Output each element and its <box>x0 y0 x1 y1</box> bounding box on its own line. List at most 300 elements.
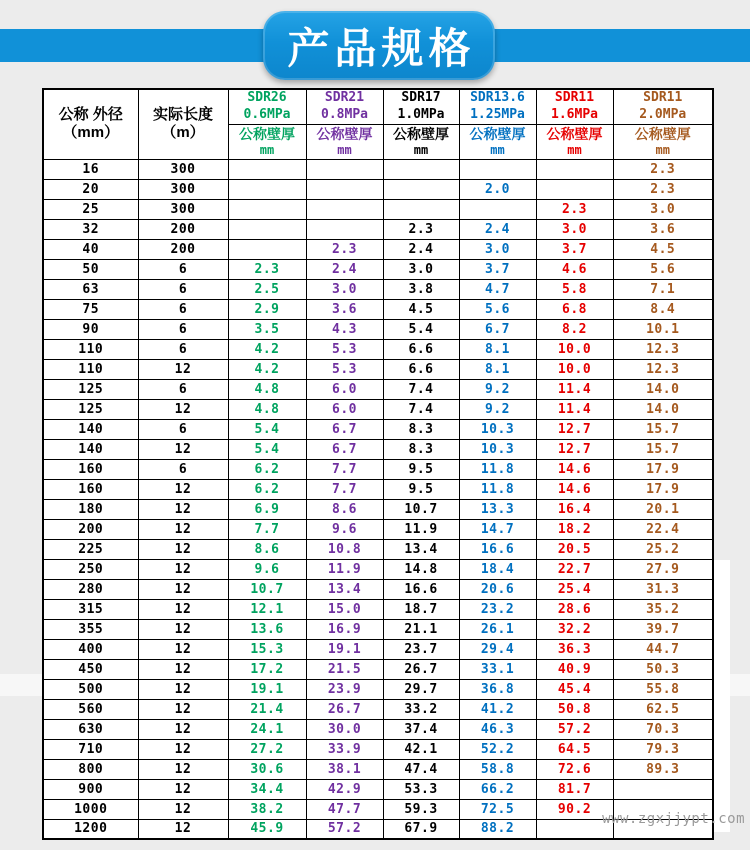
cell-wall-thickness: 13.4 <box>383 539 459 559</box>
cell-outer-diameter: 16 <box>43 159 138 179</box>
cell-wall-thickness: 12.1 <box>228 599 306 619</box>
cell-outer-diameter: 630 <box>43 719 138 739</box>
cell-wall-thickness: 9.6 <box>306 519 383 539</box>
cell-wall-thickness <box>536 179 613 199</box>
cell-wall-thickness <box>306 199 383 219</box>
cell-wall-thickness: 8.2 <box>536 319 613 339</box>
cell-wall-thickness: 41.2 <box>459 699 536 719</box>
cell-outer-diameter: 32 <box>43 219 138 239</box>
cell-wall-thickness: 3.0 <box>306 279 383 299</box>
cell-wall-thickness: 20.5 <box>536 539 613 559</box>
cell-wall-thickness: 14.6 <box>536 479 613 499</box>
cell-outer-diameter: 40 <box>43 239 138 259</box>
cell-wall-thickness: 40.9 <box>536 659 613 679</box>
cell-outer-diameter: 225 <box>43 539 138 559</box>
sdr-name: SDR26 <box>247 90 287 105</box>
cell-wall-thickness: 13.6 <box>228 619 306 639</box>
cell-outer-diameter: 110 <box>43 359 138 379</box>
cell-wall-thickness: 89.3 <box>613 759 713 779</box>
header-outer-diameter-label: 公称 外径 <box>58 105 123 123</box>
cell-wall-thickness: 50.8 <box>536 699 613 719</box>
cell-wall-thickness: 8.6 <box>306 499 383 519</box>
cell-wall-thickness: 3.5 <box>228 319 306 339</box>
cell-length: 6 <box>138 299 228 319</box>
cell-wall-thickness: 10.8 <box>306 539 383 559</box>
cell-wall-thickness: 21.4 <box>228 699 306 719</box>
cell-wall-thickness: 12.3 <box>613 359 713 379</box>
cell-wall-thickness: 14.6 <box>536 459 613 479</box>
cell-length: 6 <box>138 319 228 339</box>
cell-wall-thickness: 64.5 <box>536 739 613 759</box>
cell-outer-diameter: 125 <box>43 379 138 399</box>
sdr-name: SDR21 <box>324 90 365 105</box>
cell-wall-thickness: 5.4 <box>383 319 459 339</box>
cell-length: 6 <box>138 419 228 439</box>
sdr-pressure: 2.0MPa <box>639 106 687 122</box>
table-row <box>43 759 713 779</box>
cell-length: 6 <box>138 339 228 359</box>
cell-outer-diameter: 800 <box>43 759 138 779</box>
cell-wall-thickness: 9.5 <box>383 459 459 479</box>
cell-wall-thickness: 19.1 <box>306 639 383 659</box>
cell-length: 12 <box>138 659 228 679</box>
cell-outer-diameter: 160 <box>43 479 138 499</box>
product-spec-table <box>42 88 714 840</box>
cell-length: 300 <box>138 159 228 179</box>
cell-outer-diameter: 355 <box>43 619 138 639</box>
subheader-wall-thickness <box>383 124 459 159</box>
cell-wall-thickness: 30.6 <box>228 759 306 779</box>
cell-wall-thickness: 15.7 <box>613 439 713 459</box>
cell-wall-thickness: 29.4 <box>459 639 536 659</box>
cell-wall-thickness: 17.9 <box>613 479 713 499</box>
cell-outer-diameter: 900 <box>43 779 138 799</box>
cell-outer-diameter: 25 <box>43 199 138 219</box>
cell-wall-thickness: 4.5 <box>613 239 713 259</box>
cell-wall-thickness: 57.2 <box>536 719 613 739</box>
cell-wall-thickness: 72.6 <box>536 759 613 779</box>
cell-length: 12 <box>138 699 228 719</box>
cell-wall-thickness <box>306 179 383 199</box>
cell-wall-thickness: 6.6 <box>383 339 459 359</box>
table-row <box>43 539 713 559</box>
cell-wall-thickness: 10.7 <box>383 499 459 519</box>
table-row <box>43 339 713 359</box>
cell-length: 12 <box>138 639 228 659</box>
subheader-wall-thickness <box>536 124 613 159</box>
cell-wall-thickness: 27.9 <box>613 559 713 579</box>
cell-wall-thickness: 9.6 <box>228 559 306 579</box>
header-outer-diameter <box>43 89 138 159</box>
cell-length: 12 <box>138 739 228 759</box>
cell-wall-thickness: 6.8 <box>536 299 613 319</box>
cell-wall-thickness: 9.2 <box>459 379 536 399</box>
cell-length: 12 <box>138 499 228 519</box>
cell-wall-thickness: 3.0 <box>383 259 459 279</box>
wall-thickness-unit: mm <box>259 142 275 157</box>
cell-wall-thickness: 25.2 <box>613 539 713 559</box>
cell-wall-thickness: 4.5 <box>383 299 459 319</box>
cell-wall-thickness: 62.5 <box>613 699 713 719</box>
cell-wall-thickness: 8.3 <box>383 419 459 439</box>
cell-length: 6 <box>138 279 228 299</box>
table-row <box>43 179 713 199</box>
wall-thickness-label: 公称壁厚 <box>316 125 373 142</box>
cell-length: 12 <box>138 519 228 539</box>
table-row <box>43 419 713 439</box>
cell-outer-diameter: 140 <box>43 439 138 459</box>
cell-wall-thickness: 79.3 <box>613 739 713 759</box>
cell-wall-thickness: 18.7 <box>383 599 459 619</box>
cell-wall-thickness: 7.7 <box>228 519 306 539</box>
cell-length: 12 <box>138 799 228 819</box>
sdr-name: SDR11 <box>643 90 683 105</box>
cell-wall-thickness: 57.2 <box>306 819 383 839</box>
cell-wall-thickness: 2.9 <box>228 299 306 319</box>
table-row <box>43 459 713 479</box>
cell-wall-thickness: 3.7 <box>536 239 613 259</box>
cell-wall-thickness: 10.3 <box>459 439 536 459</box>
cell-wall-thickness: 7.4 <box>383 399 459 419</box>
cell-wall-thickness: 2.3 <box>613 179 713 199</box>
cell-wall-thickness: 2.0 <box>459 179 536 199</box>
cell-outer-diameter: 500 <box>43 679 138 699</box>
wall-thickness-unit: mm <box>567 142 582 157</box>
subheader-wall-thickness <box>228 124 306 159</box>
table-row <box>43 239 713 259</box>
cell-wall-thickness: 28.6 <box>536 599 613 619</box>
cell-wall-thickness: 16.4 <box>536 499 613 519</box>
cell-wall-thickness: 72.5 <box>459 799 536 819</box>
cell-wall-thickness: 22.7 <box>536 559 613 579</box>
sdr-pressure: 1.0MPa <box>397 106 445 122</box>
cell-length: 12 <box>138 679 228 699</box>
cell-wall-thickness: 10.0 <box>536 359 613 379</box>
cell-wall-thickness: 26.7 <box>383 659 459 679</box>
table-row <box>43 559 713 579</box>
cell-wall-thickness: 6.2 <box>228 459 306 479</box>
cell-wall-thickness: 26.1 <box>459 619 536 639</box>
cell-wall-thickness: 20.6 <box>459 579 536 599</box>
cell-wall-thickness: 5.8 <box>536 279 613 299</box>
cell-wall-thickness: 15.7 <box>613 419 713 439</box>
cell-wall-thickness: 37.4 <box>383 719 459 739</box>
cell-wall-thickness: 14.7 <box>459 519 536 539</box>
table-row <box>43 279 713 299</box>
cell-wall-thickness: 4.3 <box>306 319 383 339</box>
cell-wall-thickness: 10.7 <box>228 579 306 599</box>
cell-wall-thickness: 13.3 <box>459 499 536 519</box>
cell-wall-thickness: 50.3 <box>613 659 713 679</box>
cell-wall-thickness: 27.2 <box>228 739 306 759</box>
wall-thickness-label: 公称壁厚 <box>634 125 691 142</box>
cell-wall-thickness: 6.2 <box>228 479 306 499</box>
cell-length: 6 <box>138 459 228 479</box>
wall-thickness-label: 公称壁厚 <box>546 125 603 142</box>
cell-length: 12 <box>138 399 228 419</box>
cell-wall-thickness: 2.3 <box>536 199 613 219</box>
cell-wall-thickness <box>383 179 459 199</box>
cell-wall-thickness: 2.3 <box>383 219 459 239</box>
cell-wall-thickness: 67.9 <box>383 819 459 839</box>
cell-wall-thickness: 13.4 <box>306 579 383 599</box>
cell-wall-thickness <box>383 159 459 179</box>
cell-wall-thickness <box>613 779 713 799</box>
cell-wall-thickness <box>383 199 459 219</box>
cell-wall-thickness: 2.5 <box>228 279 306 299</box>
cell-outer-diameter: 50 <box>43 259 138 279</box>
cell-wall-thickness: 25.4 <box>536 579 613 599</box>
header-sdr17 <box>383 89 459 124</box>
cell-wall-thickness: 23.9 <box>306 679 383 699</box>
cell-wall-thickness: 21.1 <box>383 619 459 639</box>
cell-wall-thickness: 3.8 <box>383 279 459 299</box>
cell-outer-diameter: 1200 <box>43 819 138 839</box>
cell-wall-thickness: 8.1 <box>459 359 536 379</box>
cell-length: 6 <box>138 379 228 399</box>
cell-wall-thickness: 16.6 <box>383 579 459 599</box>
cell-wall-thickness: 6.0 <box>306 399 383 419</box>
subheader-wall-thickness <box>459 124 536 159</box>
wall-thickness-label: 公称壁厚 <box>239 125 295 142</box>
cell-length: 200 <box>138 239 228 259</box>
cell-length: 12 <box>138 759 228 779</box>
sdr-pressure: 0.6MPa <box>243 106 291 122</box>
cell-wall-thickness: 11.4 <box>536 379 613 399</box>
table-row <box>43 319 713 339</box>
table-row <box>43 519 713 539</box>
cell-wall-thickness <box>228 179 306 199</box>
wall-thickness-unit: mm <box>413 142 429 157</box>
cell-wall-thickness: 18.4 <box>459 559 536 579</box>
cell-wall-thickness <box>228 159 306 179</box>
cell-length: 12 <box>138 479 228 499</box>
cell-length: 300 <box>138 199 228 219</box>
cell-wall-thickness: 32.2 <box>536 619 613 639</box>
table-row <box>43 659 713 679</box>
cell-wall-thickness: 23.7 <box>383 639 459 659</box>
cell-wall-thickness: 3.0 <box>613 199 713 219</box>
cell-length: 12 <box>138 779 228 799</box>
cell-wall-thickness: 11.9 <box>306 559 383 579</box>
cell-wall-thickness: 5.4 <box>228 419 306 439</box>
header-sdr26 <box>228 89 306 124</box>
cell-wall-thickness: 4.8 <box>228 379 306 399</box>
cell-wall-thickness: 3.6 <box>306 299 383 319</box>
header-sdr11-20 <box>613 89 713 124</box>
cell-wall-thickness: 35.2 <box>613 599 713 619</box>
cell-wall-thickness: 6.6 <box>383 359 459 379</box>
cell-wall-thickness: 33.9 <box>306 739 383 759</box>
cell-wall-thickness: 90.2 <box>536 799 613 819</box>
cell-length: 12 <box>138 599 228 619</box>
cell-wall-thickness: 70.3 <box>613 719 713 739</box>
sdr-name: SDR11 <box>554 90 595 105</box>
cell-wall-thickness: 44.7 <box>613 639 713 659</box>
cell-wall-thickness: 14.0 <box>613 399 713 419</box>
cell-outer-diameter: 75 <box>43 299 138 319</box>
cell-wall-thickness: 12.7 <box>536 439 613 459</box>
cell-outer-diameter: 400 <box>43 639 138 659</box>
cell-wall-thickness: 7.4 <box>383 379 459 399</box>
cell-wall-thickness: 4.8 <box>228 399 306 419</box>
cell-wall-thickness: 9.5 <box>383 479 459 499</box>
cell-wall-thickness: 5.4 <box>228 439 306 459</box>
cell-wall-thickness <box>459 199 536 219</box>
cell-outer-diameter: 560 <box>43 699 138 719</box>
table-row <box>43 479 713 499</box>
cell-wall-thickness: 12.3 <box>613 339 713 359</box>
table-row <box>43 299 713 319</box>
cell-wall-thickness: 2.4 <box>383 239 459 259</box>
cell-wall-thickness: 6.0 <box>306 379 383 399</box>
table-row <box>43 399 713 419</box>
cell-wall-thickness: 5.3 <box>306 359 383 379</box>
sdr-pressure: 0.8MPa <box>321 106 368 122</box>
cell-length: 12 <box>138 439 228 459</box>
cell-outer-diameter: 90 <box>43 319 138 339</box>
table-row <box>43 579 713 599</box>
page-title-badge <box>263 11 495 80</box>
cell-wall-thickness: 15.3 <box>228 639 306 659</box>
header-sdr13-6 <box>459 89 536 124</box>
cell-wall-thickness <box>536 159 613 179</box>
table-row <box>43 439 713 459</box>
cell-length: 12 <box>138 719 228 739</box>
cell-wall-thickness: 8.3 <box>383 439 459 459</box>
cell-wall-thickness <box>228 219 306 239</box>
cell-wall-thickness: 8.4 <box>613 299 713 319</box>
cell-wall-thickness: 9.2 <box>459 399 536 419</box>
cell-wall-thickness: 33.2 <box>383 699 459 719</box>
cell-wall-thickness: 7.7 <box>306 459 383 479</box>
cell-wall-thickness: 53.3 <box>383 779 459 799</box>
cell-wall-thickness: 34.4 <box>228 779 306 799</box>
cell-wall-thickness: 2.3 <box>613 159 713 179</box>
cell-wall-thickness: 39.7 <box>613 619 713 639</box>
table-row <box>43 779 713 799</box>
wall-thickness-unit: mm <box>655 142 670 157</box>
cell-wall-thickness: 45.4 <box>536 679 613 699</box>
cell-wall-thickness: 38.1 <box>306 759 383 779</box>
cell-wall-thickness: 36.8 <box>459 679 536 699</box>
cell-wall-thickness: 16.6 <box>459 539 536 559</box>
cell-wall-thickness: 10.3 <box>459 419 536 439</box>
cell-wall-thickness: 12.7 <box>536 419 613 439</box>
cell-wall-thickness: 3.7 <box>459 259 536 279</box>
table-row <box>43 499 713 519</box>
cell-outer-diameter: 180 <box>43 499 138 519</box>
cell-wall-thickness: 5.3 <box>306 339 383 359</box>
right-margin-strip <box>712 560 730 832</box>
header-actual-length-unit: （m） <box>161 124 205 142</box>
wall-thickness-unit: mm <box>490 142 505 157</box>
cell-outer-diameter: 160 <box>43 459 138 479</box>
cell-wall-thickness: 24.1 <box>228 719 306 739</box>
cell-outer-diameter: 20 <box>43 179 138 199</box>
cell-wall-thickness: 23.2 <box>459 599 536 619</box>
cell-wall-thickness: 16.9 <box>306 619 383 639</box>
cell-wall-thickness: 2.3 <box>306 239 383 259</box>
cell-wall-thickness: 47.7 <box>306 799 383 819</box>
cell-wall-thickness: 45.9 <box>228 819 306 839</box>
cell-length: 12 <box>138 539 228 559</box>
cell-wall-thickness: 31.3 <box>613 579 713 599</box>
cell-outer-diameter: 250 <box>43 559 138 579</box>
cell-wall-thickness: 7.1 <box>613 279 713 299</box>
cell-length: 12 <box>138 619 228 639</box>
header-sdr11-16 <box>536 89 613 124</box>
cell-wall-thickness <box>459 159 536 179</box>
cell-wall-thickness: 2.3 <box>228 259 306 279</box>
cell-wall-thickness: 30.0 <box>306 719 383 739</box>
cell-wall-thickness: 10.0 <box>536 339 613 359</box>
cell-wall-thickness: 55.8 <box>613 679 713 699</box>
sdr-pressure: 1.6MPa <box>551 106 598 122</box>
header-outer-diameter-unit: （mm） <box>62 124 120 142</box>
cell-length: 300 <box>138 179 228 199</box>
table-row <box>43 699 713 719</box>
cell-wall-thickness: 5.6 <box>613 259 713 279</box>
cell-wall-thickness: 11.4 <box>536 399 613 419</box>
cell-wall-thickness: 33.1 <box>459 659 536 679</box>
cell-wall-thickness: 19.1 <box>228 679 306 699</box>
table-row <box>43 379 713 399</box>
cell-wall-thickness: 66.2 <box>459 779 536 799</box>
cell-wall-thickness: 29.7 <box>383 679 459 699</box>
cell-outer-diameter: 1000 <box>43 799 138 819</box>
cell-wall-thickness: 11.8 <box>459 459 536 479</box>
cell-wall-thickness: 4.6 <box>536 259 613 279</box>
cell-length: 12 <box>138 559 228 579</box>
cell-outer-diameter: 315 <box>43 599 138 619</box>
table-row <box>43 219 713 239</box>
cell-wall-thickness: 58.8 <box>459 759 536 779</box>
cell-outer-diameter: 125 <box>43 399 138 419</box>
cell-wall-thickness: 6.7 <box>459 319 536 339</box>
header-actual-length-label: 实际长度 <box>152 105 213 123</box>
cell-wall-thickness: 3.0 <box>536 219 613 239</box>
cell-wall-thickness <box>228 199 306 219</box>
cell-length: 6 <box>138 259 228 279</box>
cell-length: 200 <box>138 219 228 239</box>
table-row <box>43 199 713 219</box>
header-actual-length <box>138 89 228 159</box>
wall-thickness-unit: mm <box>337 142 352 157</box>
cell-length: 12 <box>138 819 228 839</box>
cell-length: 12 <box>138 359 228 379</box>
cell-outer-diameter: 280 <box>43 579 138 599</box>
wall-thickness-label: 公称壁厚 <box>393 125 449 142</box>
cell-outer-diameter: 450 <box>43 659 138 679</box>
sdr-name: SDR13.6 <box>470 90 525 105</box>
sdr-pressure: 1.25MPa <box>470 106 525 122</box>
table-row <box>43 359 713 379</box>
cell-wall-thickness: 8.6 <box>228 539 306 559</box>
cell-wall-thickness: 17.9 <box>613 459 713 479</box>
cell-wall-thickness: 4.7 <box>459 279 536 299</box>
cell-wall-thickness: 36.3 <box>536 639 613 659</box>
cell-wall-thickness: 42.1 <box>383 739 459 759</box>
cell-wall-thickness: 3.6 <box>613 219 713 239</box>
cell-wall-thickness <box>306 159 383 179</box>
watermark: www.zgxjjypt.com <box>602 811 745 827</box>
cell-wall-thickness: 11.8 <box>459 479 536 499</box>
cell-wall-thickness: 26.7 <box>306 699 383 719</box>
cell-wall-thickness: 14.8 <box>383 559 459 579</box>
table-row <box>43 639 713 659</box>
table-row <box>43 599 713 619</box>
